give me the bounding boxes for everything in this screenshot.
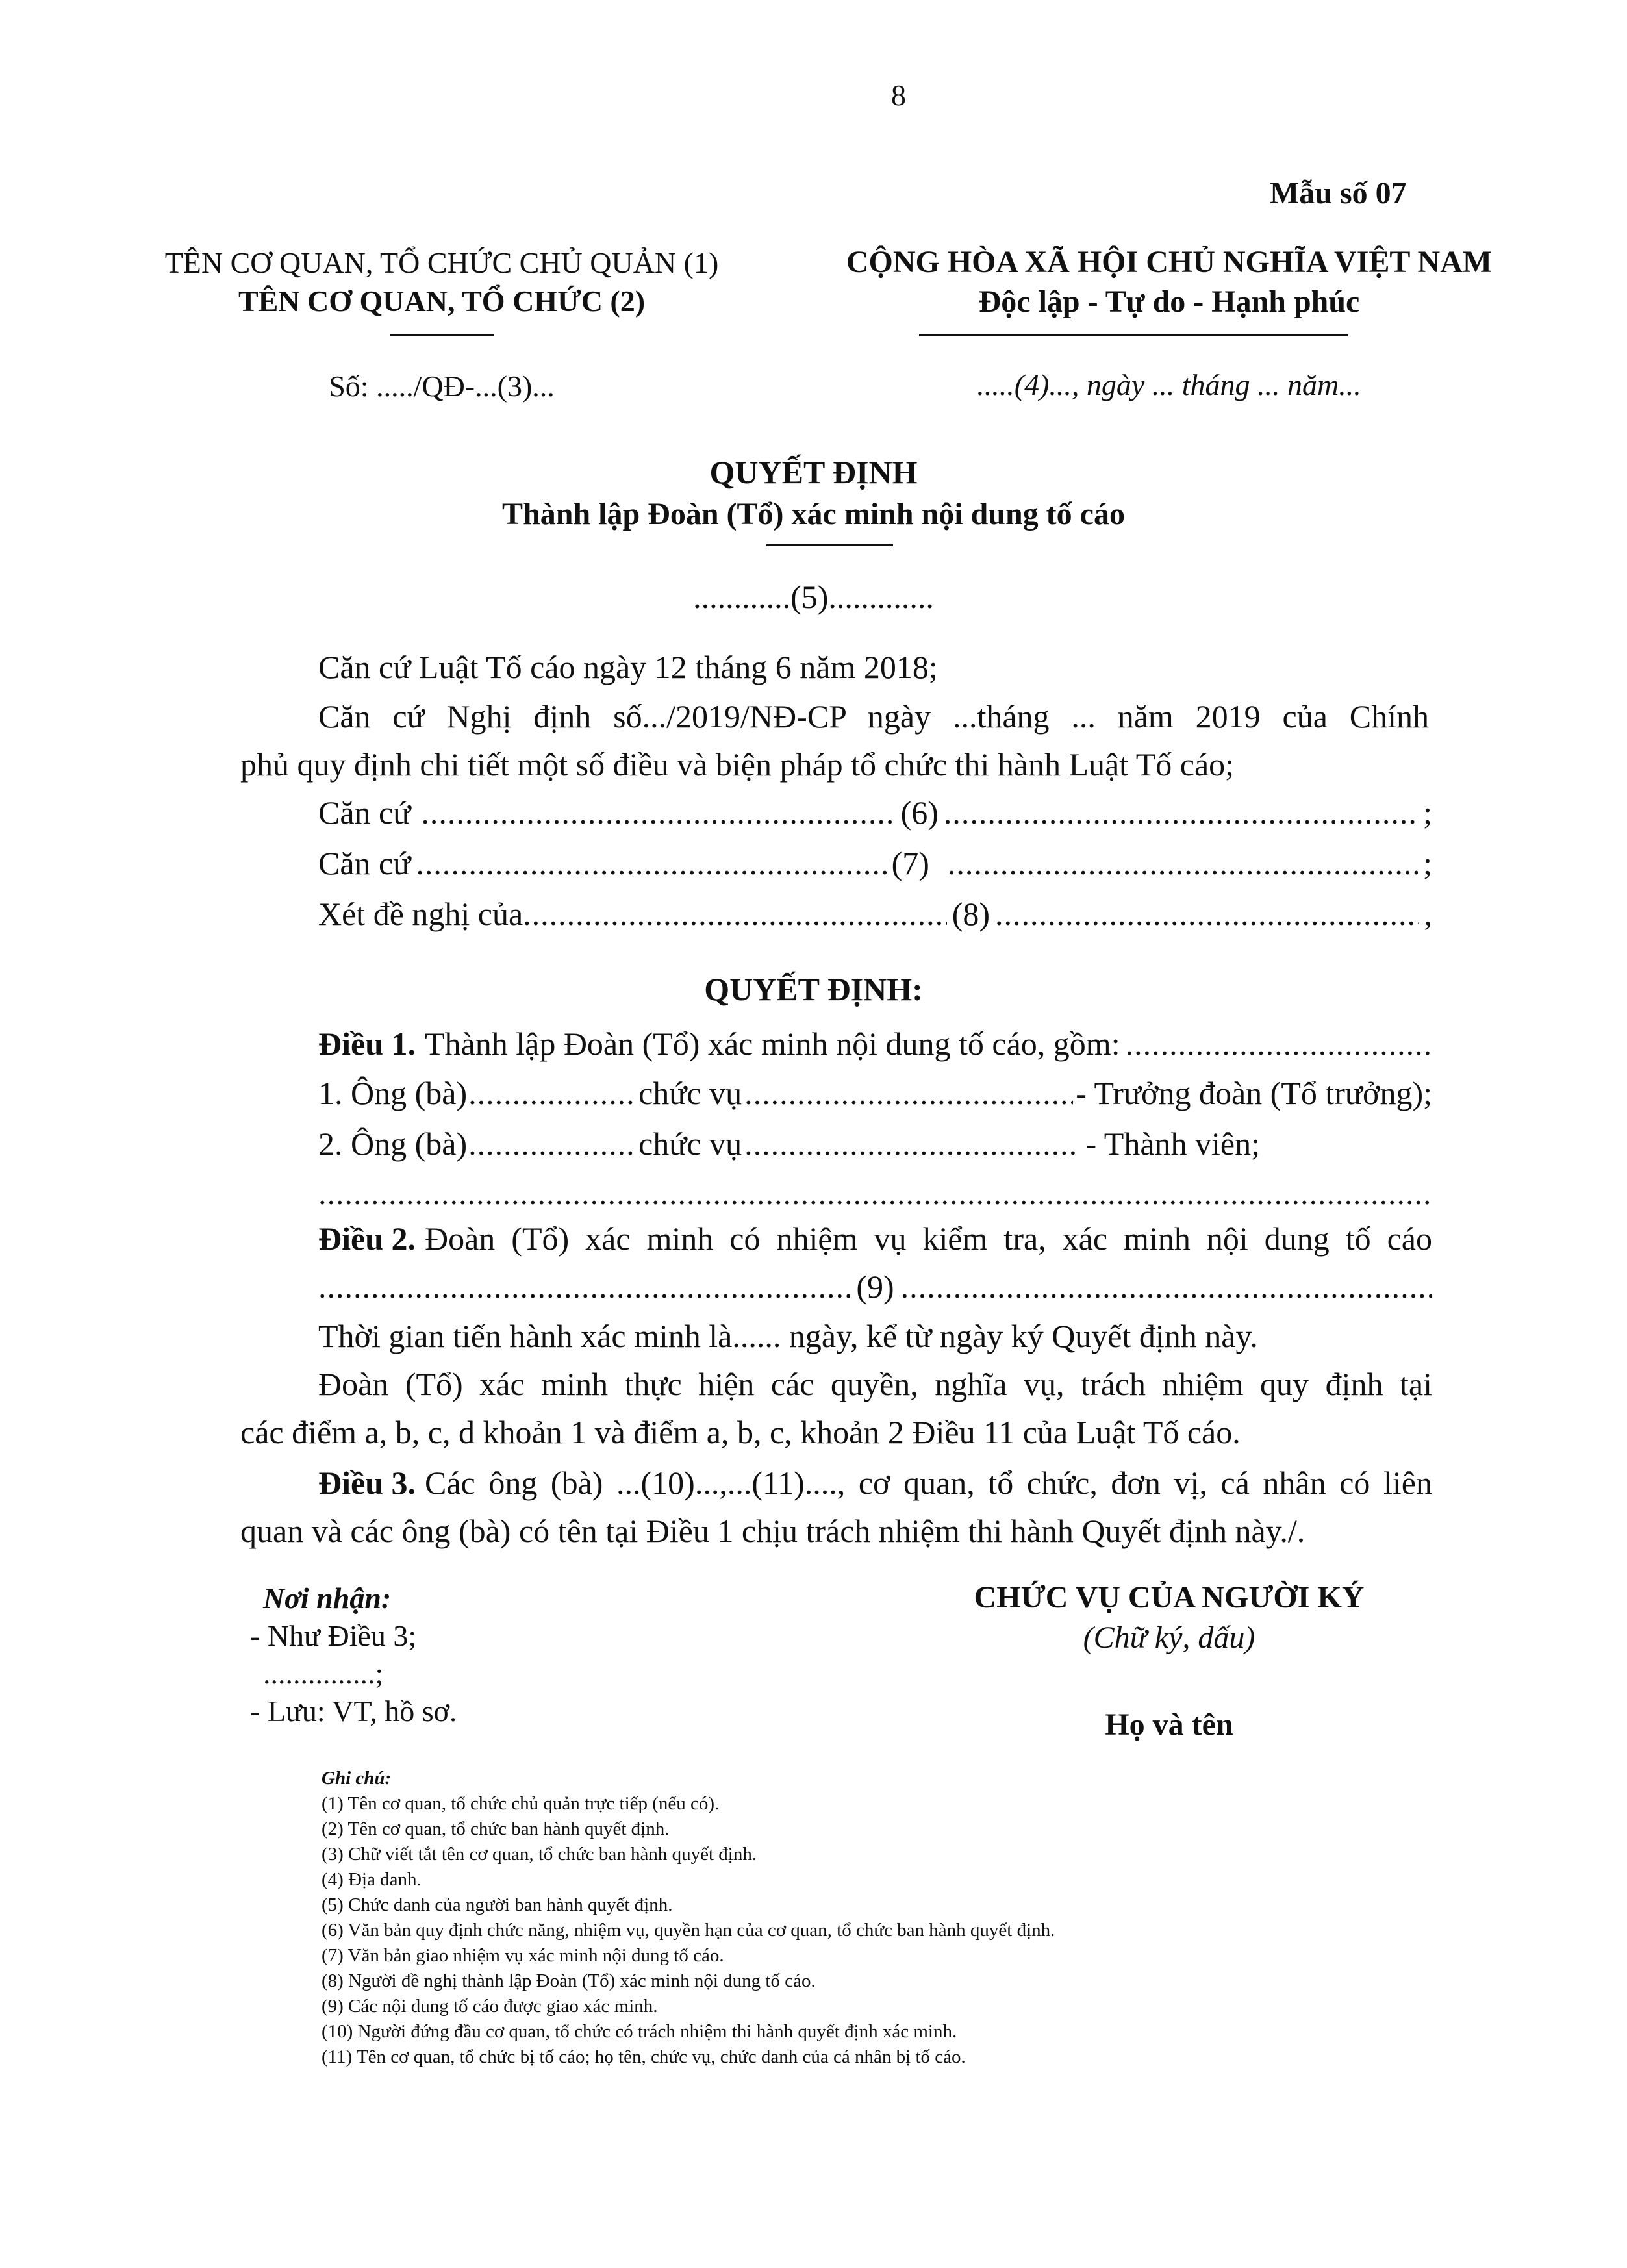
dot-leader — [901, 1268, 1432, 1305]
header-right-rule — [919, 334, 1348, 336]
proposal-end: , — [1424, 896, 1433, 932]
dot-leader — [468, 1125, 637, 1163]
article2-duration: Thời gian tiến hành xác minh là...... ngày, kể từ ngày ký Quyết định này. — [318, 1318, 1258, 1354]
dot-leader — [948, 844, 1418, 882]
basis-7-label: Căn cứ — [318, 845, 411, 881]
proposal-line — [318, 895, 1432, 933]
article2-label: Điều 2. — [318, 1220, 416, 1257]
basis-7-line — [318, 844, 1432, 882]
note-item: (11) Tên cơ quan, tổ chức bị tố cáo; họ tên, chức vụ, chức danh của cá nhân bị tố cáo. — [322, 2047, 966, 2067]
recipient-item: - Lưu: VT, hồ sơ. — [250, 1695, 457, 1728]
article3-text-line1: Các ông (bà) ...(10)...,...(11)...., cơ quan, tổ chức, đơn vị, cá nhân có liên — [425, 1465, 1432, 1501]
decision-heading: QUYẾT ĐỊNH: — [704, 971, 923, 1007]
basis-6-ref: (6) — [900, 794, 939, 831]
signer-name: Họ và tên — [1105, 1707, 1233, 1742]
page-number: 8 — [891, 79, 906, 112]
dot-leader — [416, 844, 886, 882]
note-item: (5) Chức danh của người ban hành quyết định. — [322, 1895, 673, 1915]
document-number: Số: ...../QĐ-...(3)... — [329, 370, 555, 403]
title-rule — [766, 544, 893, 546]
signer-title: CHỨC VỤ CỦA NGƯỜI KÝ — [974, 1580, 1365, 1615]
basis-6-end: ; — [1423, 794, 1432, 831]
dot-leader — [744, 1074, 1073, 1112]
member2-name-label: 2. Ông (bà) — [318, 1126, 468, 1162]
article1-label: Điều 1. — [318, 1026, 416, 1062]
article2-content-line — [318, 1268, 1432, 1305]
note-item: (9) Các nội dung tố cáo được giao xác minh. — [322, 1996, 658, 2017]
issuer-title: ............(5)............. — [693, 579, 934, 615]
member1-role: - Trưởng đoàn (Tổ trưởng); — [1076, 1075, 1432, 1111]
dot-leader — [523, 895, 947, 933]
form-label: Mẫu số 07 — [1270, 176, 1407, 210]
document-subtitle: Thành lập Đoàn (Tổ) xác minh nội dung tố cáo — [502, 497, 1125, 531]
basis-law: Căn cứ Luật Tố cáo ngày 12 tháng 6 năm 2018; — [318, 649, 938, 685]
note-item: (1) Tên cơ quan, tổ chức chủ quản trực tiếp (nếu có). — [322, 1793, 720, 1814]
document-title: QUYẾT ĐỊNH — [709, 454, 918, 490]
basis-7-ref: (7) — [891, 845, 929, 881]
notes-heading: Ghi chú: — [322, 1768, 392, 1789]
member2-position-label: chức vụ — [638, 1126, 742, 1162]
proposal-label: Xét đề nghị của — [318, 896, 523, 932]
note-item: (4) Địa danh. — [322, 1869, 422, 1890]
note-item: (3) Chữ viết tắt tên cơ quan, tổ chức ban hành quyết định. — [322, 1844, 757, 1865]
recipient-item: ...............; — [263, 1657, 384, 1690]
header-left-rule — [390, 334, 494, 336]
note-item: (7) Văn bản giao nhiệm vụ xác minh nội dung tố cáo. — [322, 1945, 724, 1966]
article1-line — [318, 1025, 1432, 1063]
member2-role: - Thành viên; — [1085, 1126, 1260, 1162]
dot-leader — [421, 794, 895, 831]
dot-leader — [995, 895, 1419, 933]
signature-note: (Chữ ký, dấu) — [1083, 1620, 1255, 1655]
article1-text: Thành lập Đoàn (Tổ) xác minh nội dung tố cáo, gồm: — [425, 1026, 1120, 1062]
article2-text: Đoàn (Tổ) xác minh có nhiệm vụ kiểm tra, xác minh nội dung tố cáo — [425, 1220, 1432, 1257]
article2-ref: (9) — [856, 1268, 894, 1305]
article3-text-line2: quan và các ông (bà) có tên tại Điều 1 chịu trách nhiệm thi hành Quyết định này./. — [240, 1513, 1305, 1549]
dot-leader — [318, 1268, 850, 1305]
basis-6-line — [318, 794, 1432, 831]
note-item: (2) Tên cơ quan, tổ chức ban hành quyết định. — [322, 1819, 670, 1839]
national-motto: Độc lập - Tự do - Hạnh phúc — [978, 284, 1360, 319]
member-more-line — [318, 1174, 1432, 1212]
notes-list — [322, 1791, 1055, 2070]
member1-position-label: chức vụ — [638, 1075, 742, 1111]
national-title: CỘNG HÒA XÃ HỘI CHỦ NGHĨA VIỆT NAM — [846, 245, 1493, 279]
note-item: (8) Người đề nghị thành lập Đoàn (Tổ) xác minh nội dung tố cáo. — [322, 1971, 816, 1991]
note-item: (6) Văn bản quy định chức năng, nhiệm vụ, quyền hạn của cơ quan, tổ chức ban hành quyết định. — [322, 1920, 1055, 1941]
dot-leader — [318, 1174, 1432, 1212]
basis-decree-line2: phủ quy định chi tiết một số điều và biện pháp tổ chức thi hành Luật Tố cáo; — [240, 746, 1235, 783]
note-item: (10) Người đứng đầu cơ quan, tổ chức có trách nhiệm thi hành quyết định xác minh. — [322, 2021, 957, 2042]
article2-duties-line1: Đoàn (Tổ) xác minh thực hiện các quyền, nghĩa vụ, trách nhiệm quy định tại — [318, 1366, 1432, 1402]
article3-label: Điều 3. — [318, 1465, 416, 1501]
dot-leader — [468, 1074, 637, 1112]
member2-line — [318, 1125, 1260, 1163]
proposal-ref: (8) — [952, 896, 990, 932]
parent-agency-name: TÊN CƠ QUAN, TỔ CHỨC CHỦ QUẢN (1) — [164, 246, 719, 279]
dot-leader — [944, 794, 1418, 831]
member1-name-label: 1. Ông (bà) — [318, 1075, 468, 1111]
basis-6-label: Căn cứ — [318, 794, 411, 831]
article3-line — [318, 1464, 1432, 1502]
recipients-heading: Nơi nhận: — [263, 1581, 392, 1615]
article2-duties-line2: các điểm a, b, c, d khoản 1 và điểm a, b, c, khoản 2 Điều 11 của Luật Tố cáo. — [240, 1414, 1241, 1450]
article2-line — [318, 1220, 1432, 1257]
basis-7-end: ; — [1423, 845, 1432, 881]
dot-leader — [744, 1125, 1075, 1163]
dot-leader — [1126, 1025, 1432, 1063]
agency-name: TÊN CƠ QUAN, TỔ CHỨC (2) — [238, 284, 646, 318]
basis-decree-line1: Căn cứ Nghị định số.../2019/NĐ-CP ngày ...tháng ... năm 2019 của Chính — [318, 698, 1429, 735]
place-date: .....(4)..., ngày ... tháng ... năm... — [977, 368, 1361, 401]
recipient-item: - Như Điều 3; — [250, 1619, 417, 1652]
member1-line — [318, 1074, 1432, 1112]
